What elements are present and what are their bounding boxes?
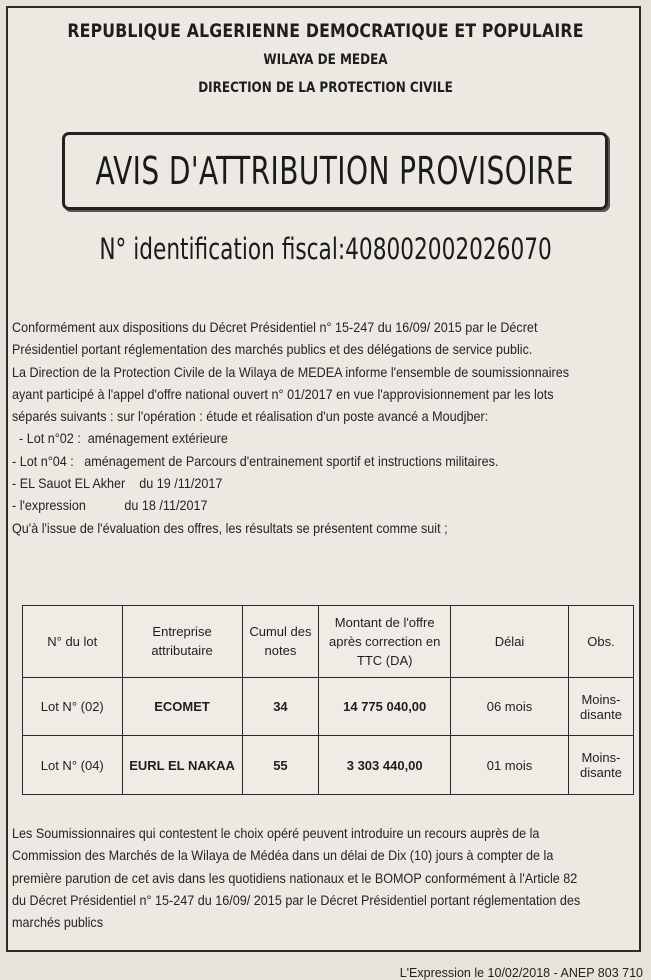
cell-lot: Lot N° (02) xyxy=(23,677,123,736)
publication-footer: L'Expression le 10/02/2018 - ANEP 803 710 xyxy=(399,966,643,980)
lot-02-item: - Lot n°02 : aménagement extérieure xyxy=(12,430,228,447)
intro-line: Présidentiel portant réglementation des marchés publics et des délégations de service public. xyxy=(12,341,533,358)
notice-title: AVIS D'ATTRIBUTION PROVISOIRE xyxy=(95,149,575,193)
cell-entreprise: EURL EL NAKAA xyxy=(122,736,242,795)
cell-montant: 14 775 040,00 xyxy=(319,677,451,736)
intro-line: La Direction de la Protection Civile de la Wilaya de MEDEA informe l'ensemble de soumissionnaires xyxy=(12,363,570,380)
closing-line: première parution de cet avis dans les quotidiens nationaux et le BOMOP conformément à l'Article 82 xyxy=(12,869,578,886)
col-header-lot: N° du lot xyxy=(23,606,123,678)
table-row xyxy=(23,736,634,795)
cell-delai: 01 mois xyxy=(451,736,569,795)
intro-line: séparés suivants : sur l'opération : étude et réalisation d'un poste avancé a Moudjber: xyxy=(12,408,489,425)
cell-notes: 55 xyxy=(242,736,319,795)
col-header-notes: Cumul des notes xyxy=(242,606,319,678)
table-row xyxy=(23,677,634,736)
header-direction: DIRECTION DE LA PROTECTION CIVILE xyxy=(198,80,453,96)
closing-line: du Décret Présidentiel n° 15-247 du 16/09/ 2015 par le Décret Présidentiel portant réglementation des xyxy=(12,891,581,908)
cell-entreprise: ECOMET xyxy=(122,677,242,736)
col-header-montant: Montant de l'offre après correction en TTC (DA) xyxy=(319,606,451,678)
cell-obs: Moins-disante xyxy=(568,677,633,736)
closing-line: Les Soumissionnaires qui contestent le choix opéré peuvent introduire un recours auprès de la xyxy=(12,825,540,841)
results-table xyxy=(22,605,634,795)
newspaper-item: - l'expression du 18 /11/2017 xyxy=(12,497,208,514)
lot-04-item: - Lot n°04 : aménagement de Parcours d'entrainement sportif et instructions militaires. xyxy=(12,452,499,469)
col-header-entreprise: Entreprise attributaire xyxy=(122,606,242,678)
header-republic: REPUBLIQUE ALGERIENNE DEMOCRATIQUE ET POPULAIRE xyxy=(67,20,584,42)
newspaper-item: - EL Sauot EL Akher du 19 /11/2017 xyxy=(12,475,223,492)
intro-line: Conformément aux dispositions du Décret Présidentiel n° 15-247 du 16/09/ 2015 par le Décret xyxy=(12,319,538,335)
fiscal-id xyxy=(0,232,651,266)
table-header-row xyxy=(23,606,634,678)
intro-line: Qu'à l'issue de l'évaluation des offres, les résultats se présentent comme suit ; xyxy=(12,519,448,536)
intro-paragraph xyxy=(12,316,636,539)
cell-obs: Moins-disante xyxy=(568,736,633,795)
intro-line: ayant participé à l'appel d'offre national ouvert n° 01/2017 en vue l'approvisionnement par les lots xyxy=(12,385,554,402)
cell-notes: 34 xyxy=(242,677,319,736)
closing-line: Commission des Marchés de la Wilaya de Médéa dans un délai de Dix (10) jours à compter de la xyxy=(12,847,554,864)
header-wilaya: WILAYA DE MEDEA xyxy=(263,52,388,68)
col-header-obs: Obs. xyxy=(568,606,633,678)
col-header-delai: Délai xyxy=(451,606,569,678)
closing-paragraph xyxy=(12,822,636,933)
cell-montant: 3 303 440,00 xyxy=(319,736,451,795)
title-box xyxy=(62,132,608,210)
fiscal-id-text: N° identification fiscal:408002002026070 xyxy=(99,232,552,266)
closing-line: marchés publics xyxy=(12,914,104,931)
cell-delai: 06 mois xyxy=(451,677,569,736)
cell-lot: Lot N° (04) xyxy=(23,736,123,795)
